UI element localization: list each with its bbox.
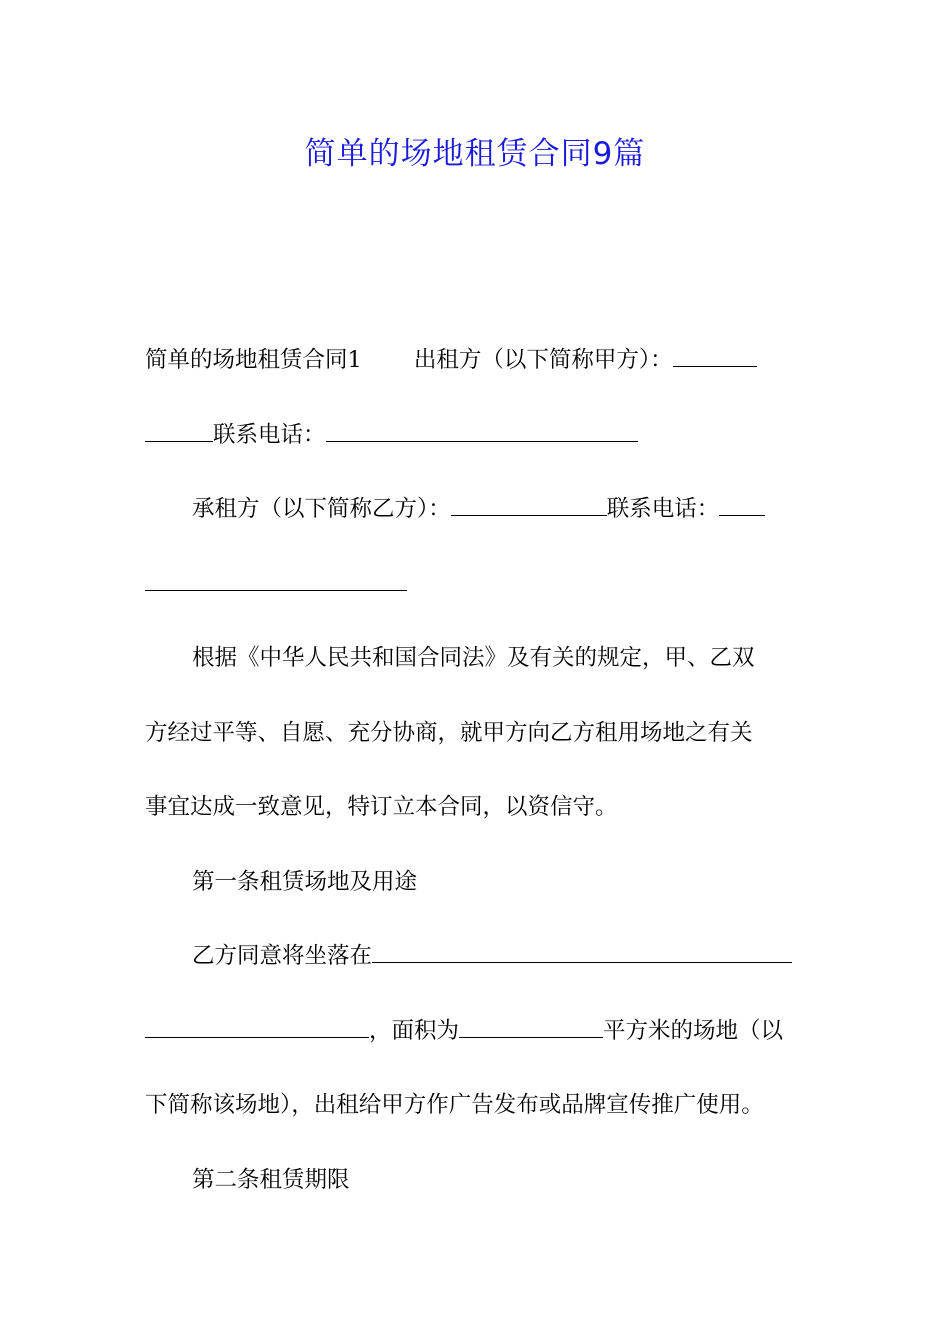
article-heading: 第二条租赁期限 <box>192 1166 350 1193</box>
location-blank <box>372 932 792 963</box>
document-body <box>145 335 805 1229</box>
lessee-phone-blank <box>719 485 765 516</box>
lessor-phone-blank <box>326 411 638 442</box>
lessee-phone-label: 联系电话： <box>606 496 720 522</box>
article-heading: 第一条租赁场地及用途 <box>192 868 418 895</box>
paragraph-line <box>145 931 805 1006</box>
lessor-phone-label: 联系电话： <box>213 421 326 448</box>
preamble-text: 根据《中华人民共和国合同法》及有关的规定，甲、乙双 <box>192 645 755 671</box>
paragraph-line <box>145 1155 805 1230</box>
paragraph-line <box>145 559 805 634</box>
paragraph-line <box>145 335 805 410</box>
paragraph-line <box>145 1006 805 1081</box>
paragraph-line <box>145 1080 805 1155</box>
clause-text: 平方米的场地（以 <box>603 1017 784 1044</box>
lessor-name-blank <box>673 336 757 367</box>
lessor-name-blank-cont <box>145 411 213 442</box>
document-title: 简单的场地租赁合同9篇 <box>304 136 646 172</box>
paragraph-line <box>145 708 805 783</box>
contract-heading: 简单的场地租赁合同1 <box>145 347 362 373</box>
preamble-text: 事宜达成一致意见，特订立本合同，以资信守。 <box>145 794 618 820</box>
paragraph-line <box>145 633 805 708</box>
lessee-label: 承租方（以下简称乙方）： <box>192 496 451 522</box>
paragraph-line <box>145 410 805 485</box>
paragraph-line <box>145 782 805 857</box>
lessee-name-blank <box>451 485 607 516</box>
lessor-label: 出租方（以下简称甲方）： <box>413 347 673 373</box>
preamble-text: 方经过平等、自愿、充分协商，就甲方向乙方租用场地之有关 <box>145 719 753 746</box>
paragraph-line <box>145 484 805 559</box>
clause-text: 下简称该场地），出租给甲方作广告发布或品牌宣传推广使用。 <box>145 1092 764 1118</box>
paragraph-line <box>145 857 805 932</box>
location-blank-cont <box>145 1007 369 1038</box>
clause-text: ，面积为 <box>369 1017 460 1044</box>
area-blank <box>459 1007 603 1038</box>
lessee-phone-blank-cont <box>145 560 407 591</box>
clause-text: 乙方同意将坐落在 <box>192 943 373 969</box>
